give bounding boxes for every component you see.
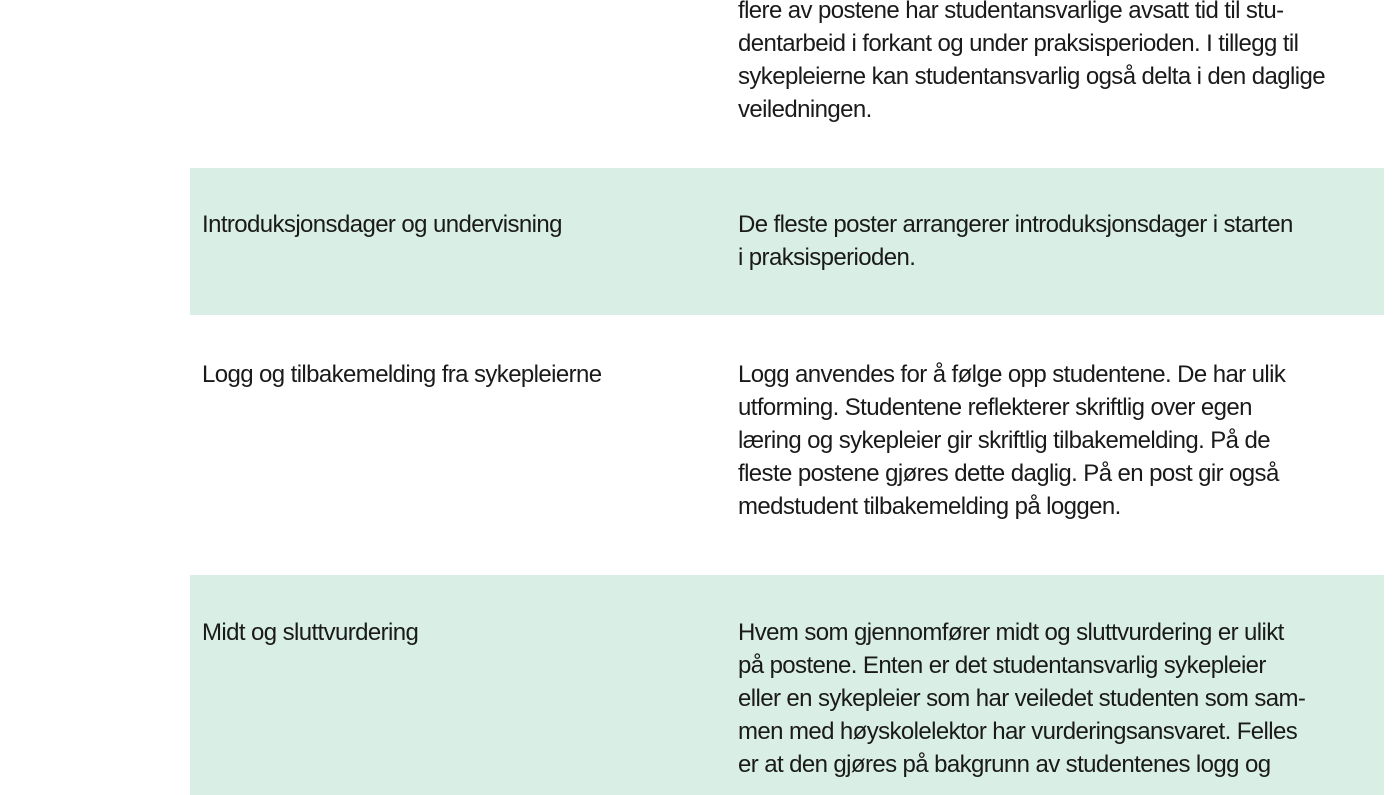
text-line: på postene. Enten er det studentansvarlig sykepleier <box>738 652 1266 679</box>
text-line: men med høyskolelektor har vurderingsansvaret. Felles <box>738 718 1298 745</box>
text-line: flere av postene har studentansvarlige avsatt tid til stu- <box>738 0 1284 24</box>
text-line: utforming. Studentene reflekterer skriftlig over egen <box>738 394 1252 421</box>
table-cell-label: Logg og tilbakemelding fra sykepleierne <box>202 361 602 388</box>
text-line: læring og sykepleier gir skriftlig tilbakemelding. På de <box>738 427 1270 454</box>
text-line: i praksisperioden. <box>738 244 916 271</box>
table-row-introduction-days <box>190 168 1384 315</box>
text-line: fleste postene gjøres dette daglig. På en post gir også <box>738 460 1279 487</box>
table-row-log-feedback <box>190 315 1384 575</box>
table-cell-description <box>738 208 1378 274</box>
text-line: er at den gjøres på bakgrunn av studentenes logg og <box>738 751 1271 778</box>
text-line: eller en sykepleier som har veiledet studenten som sam- <box>738 685 1306 712</box>
text-line: veiledningen. <box>738 96 872 123</box>
table-cell-description <box>738 0 1378 126</box>
table-cell-description <box>738 616 1378 781</box>
text-line: sykepleierne kan studentansvarlig også delta i den daglige <box>738 63 1325 90</box>
text-line: Hvem som gjennomfører midt og sluttvurdering er ulikt <box>738 619 1284 646</box>
table-cell-description <box>738 358 1378 523</box>
text-line: dentarbeid i forkant og under praksisperioden. I tillegg til <box>738 30 1299 57</box>
table-cell-label: Midt og sluttvurdering <box>202 619 419 646</box>
table-row-evaluation <box>190 575 1384 795</box>
text-line: De fleste poster arrangerer introduksjonsdager i starten <box>738 211 1293 238</box>
text-line: Logg anvendes for å følge opp studentene. De har ulik <box>738 361 1286 388</box>
practice-table <box>190 0 1384 795</box>
table-cell-label: Introduksjonsdager og undervisning <box>202 211 562 238</box>
text-line: medstudent tilbakemelding på loggen. <box>738 493 1121 520</box>
table-row-student-responsible <box>190 0 1384 168</box>
